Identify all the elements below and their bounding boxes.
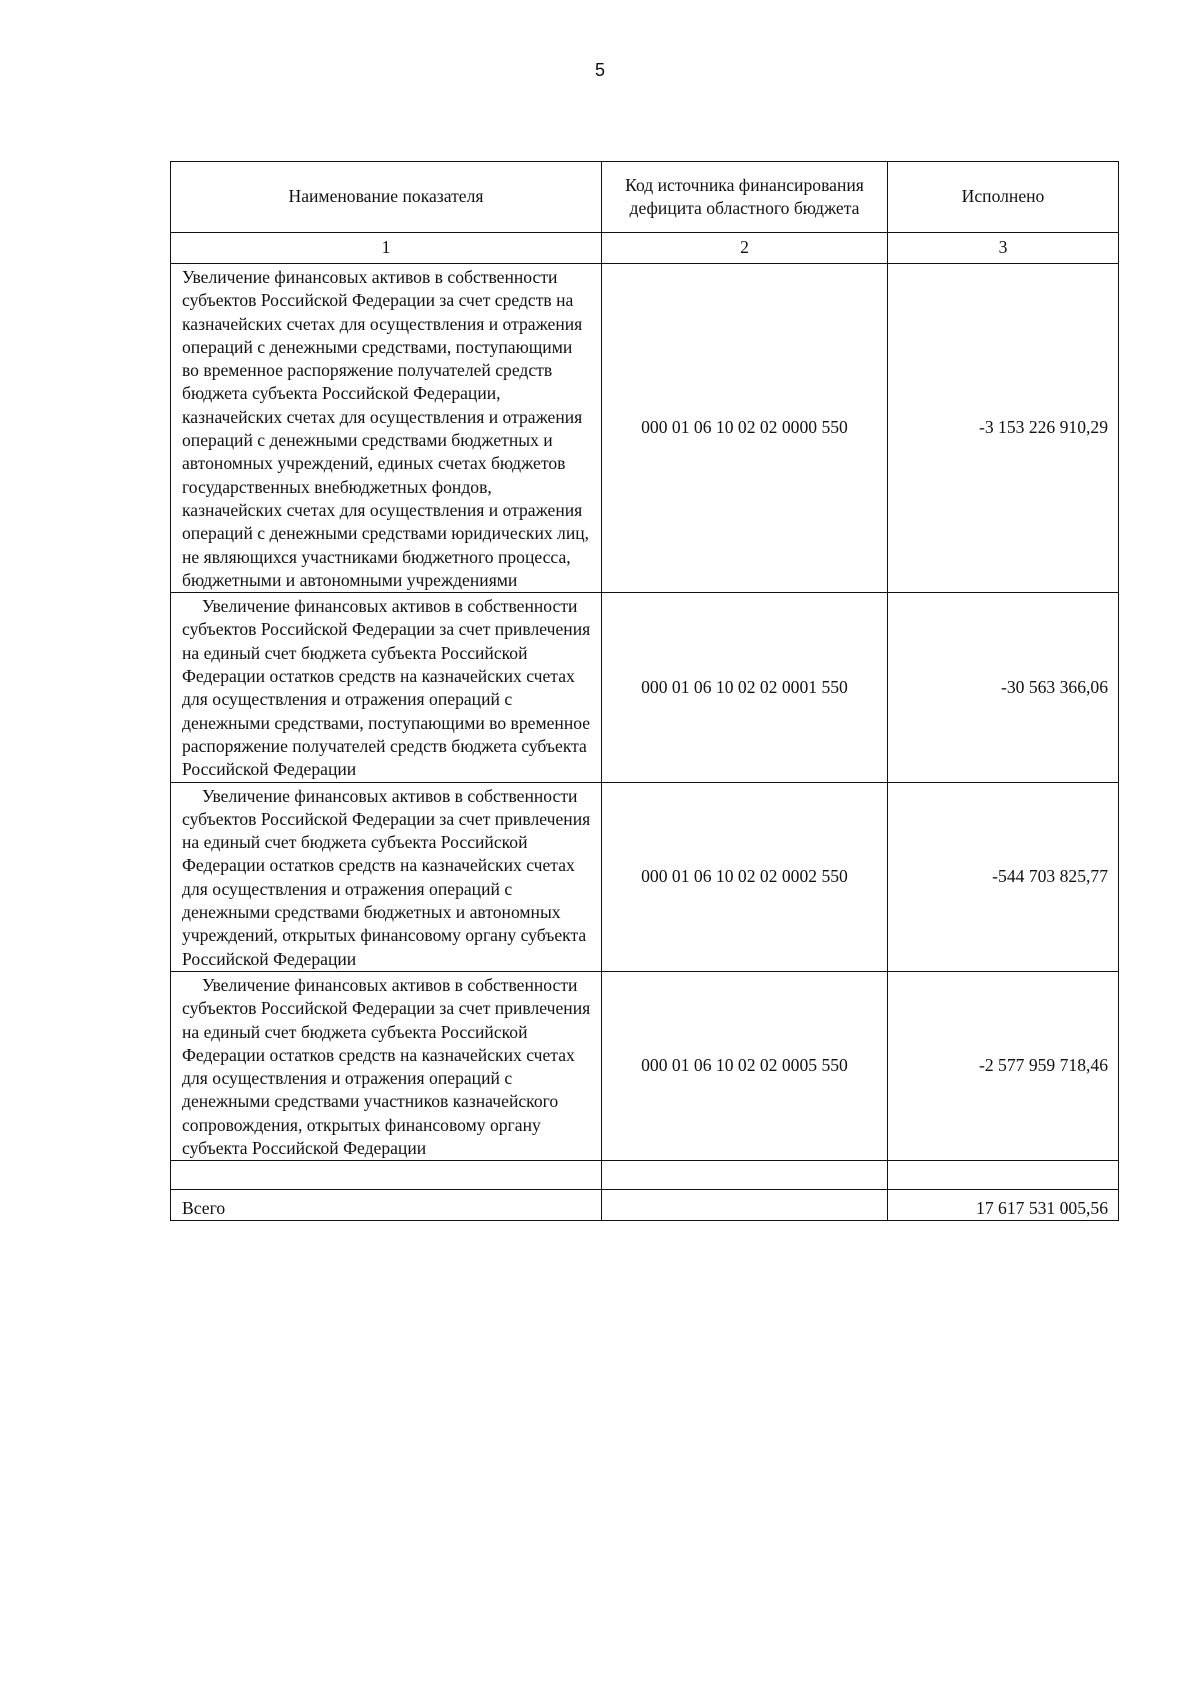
row-indicator-name: Увеличение финансовых активов в собственности субъектов Российской Федерации за счет средств на казначейских счетах для осуществления и отражения операций с денежными средствами, поступающими во временное распоряжение получателей средств бюджета субъекта Российской Федерации, казначейских счетах для осуществления и отражения операций с денежными средствами бюджетных и автономных учреждений, единых счетах бюджетов государственных внебюджетных фондов, казначейских счетах для осуществления и отражения операций с денежными средствами юридических лиц, не являющихся участниками бюджетного процесса, бюджетными и автономными учреждениями bbox=[171, 264, 602, 593]
table-row bbox=[171, 971, 1119, 1160]
row-indicator-name: Увеличение финансовых активов в собственности субъектов Российской Федерации за счет привлечения на единый счет бюджета субъекта Российской Федерации остатков средств на казначейских счетах для осуществления и отражения операций с денежными средствами бюджетных и автономных учреждений, открытых финансовому органу субъекта Российской Федерации bbox=[171, 782, 602, 971]
empty-cell bbox=[602, 1161, 888, 1190]
table-header-row bbox=[171, 162, 1119, 233]
empty-cell bbox=[888, 1161, 1119, 1190]
row-source-code: 000 01 06 10 02 02 0001 550 bbox=[602, 593, 888, 782]
row-executed-amount: -544 703 825,77 bbox=[888, 782, 1119, 971]
table-row bbox=[171, 782, 1119, 971]
row-indicator-name: Увеличение финансовых активов в собственности субъектов Российской Федерации за счет привлечения на единый счет бюджета субъекта Российской Федерации остатков средств на казначейских счетах для осуществления и отражения операций с денежными средствами, поступающими во временное распоряжение получателей средств бюджета субъекта Российской Федерации bbox=[171, 593, 602, 782]
column-number-3: 3 bbox=[888, 233, 1119, 264]
budget-deficit-sources-table bbox=[170, 161, 1119, 1221]
total-value: 17 617 531 005,56 bbox=[888, 1190, 1119, 1221]
empty-cell bbox=[171, 1161, 602, 1190]
column-number-row bbox=[171, 233, 1119, 264]
row-executed-amount: -2 577 959 718,46 bbox=[888, 971, 1119, 1160]
page-number: 5 bbox=[594, 60, 605, 80]
header-indicator-name: Наименование показателя bbox=[171, 162, 602, 233]
row-executed-amount: -30 563 366,06 bbox=[888, 593, 1119, 782]
empty-row bbox=[171, 1161, 1119, 1190]
table-row bbox=[171, 593, 1119, 782]
row-source-code: 000 01 06 10 02 02 0002 550 bbox=[602, 782, 888, 971]
header-source-code: Код источника финансирования дефицита областного бюджета bbox=[602, 162, 888, 233]
total-label: Всего bbox=[171, 1190, 602, 1221]
total-row bbox=[171, 1190, 1119, 1221]
row-indicator-name: Увеличение финансовых активов в собственности субъектов Российской Федерации за счет привлечения на единый счет бюджета субъекта Российской Федерации остатков средств на казначейских счетах для осуществления и отражения операций с денежными средствами участников казначейского сопровождения, открытых финансовому органу субъекта Российской Федерации bbox=[171, 971, 602, 1160]
header-executed: Исполнено bbox=[888, 162, 1119, 233]
row-source-code: 000 01 06 10 02 02 0000 550 bbox=[602, 264, 888, 593]
column-number-1: 1 bbox=[171, 233, 602, 264]
row-source-code: 000 01 06 10 02 02 0005 550 bbox=[602, 971, 888, 1160]
column-number-2: 2 bbox=[602, 233, 888, 264]
table-row bbox=[171, 264, 1119, 593]
total-code-empty bbox=[602, 1190, 888, 1221]
row-executed-amount: -3 153 226 910,29 bbox=[888, 264, 1119, 593]
